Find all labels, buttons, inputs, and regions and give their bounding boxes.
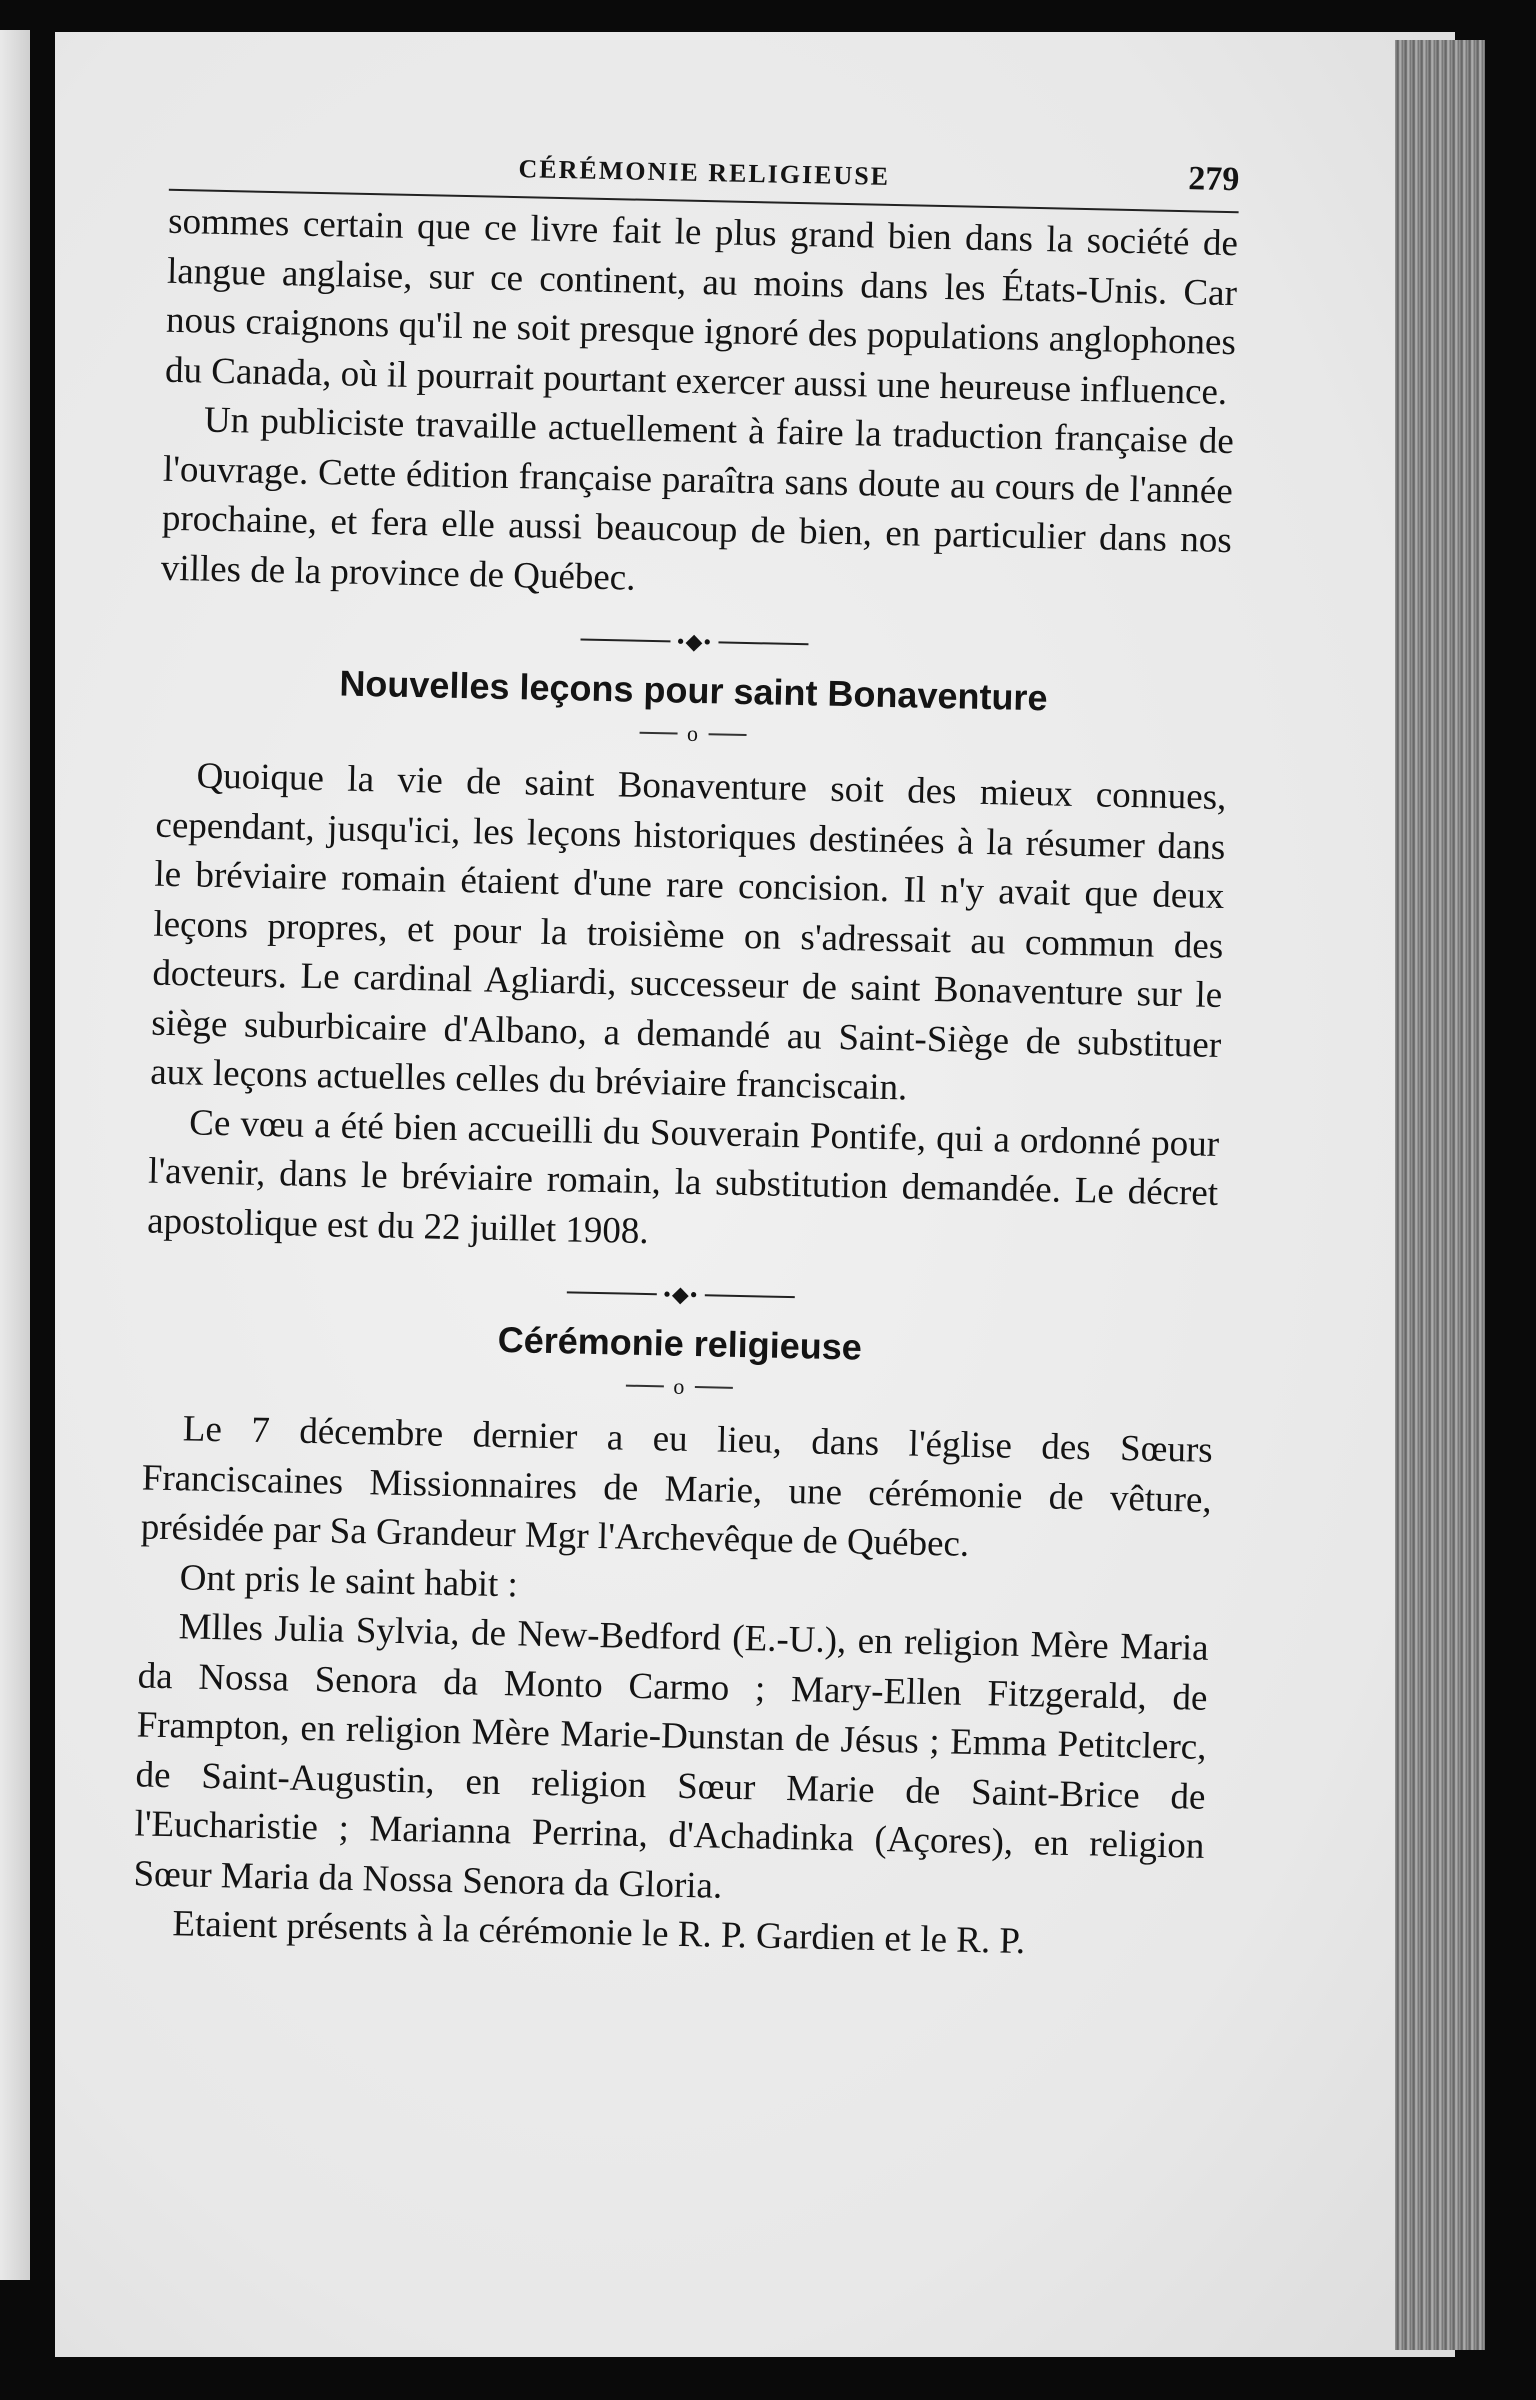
paragraph: Ce vœu a été bien accueilli du Souverain Pontife, qui a ordonné pour l'avenir, dans le bréviaire romain, la substitution demandée. Le décret apostolique est du 22 juillet 1908. [146, 1101, 1220, 1252]
separator-ornament: o [673, 1373, 685, 1399]
section-heading: Nouvelles leçons pour saint Bonaventure [339, 662, 1048, 719]
page-stack-edge [1395, 40, 1485, 2350]
running-head-title: CÉRÉMONIE RELIGIEUSE [518, 154, 891, 191]
page-number: 279 [1187, 160, 1240, 199]
previous-page-edge [0, 30, 30, 2280]
text-block [129, 129, 1240, 2101]
paragraph: sommes certain que ce livre fait le plus grand bien dans la société de langue anglaise, sur ce continent, au moins dans les États-Unis. Car nous craignons qu'il ne soit presque ignoré des populations anglophones du Canada, où il pourrait pourtant exercer aussi une heureuse influence. [164, 200, 1239, 413]
paragraph: Mlles Julia Sylvia, de New-Bedford (E.-U.), en religion Mère Maria da Nossa Senora da Monto Carmo ; Mary-Ellen Fitzgerald, de Frampton, en religion Mère Marie-Dunstan de Jésus ; Emma Petitclerc, de Saint-Augustin, en religion Sœur Marie de Saint-Brice de l'Eucharistie ; Marianna Perrina, d'Achadinka (Açores), en religion Sœur Maria da Nossa Senora da Gloria. [133, 1606, 1209, 1907]
paragraph: Ont pris le saint habit : [179, 1556, 519, 1605]
paragraph: Un publiciste travaille actuellement à faire la traduction française de l'ouvrage. Cette édition française paraîtra sans doute au cours de l'année prochaine, et fera elle aussi beaucoup de bien, en particulier dans nos villes de la province de Québec. [160, 399, 1235, 599]
paragraph: Etaient présents à la cérémonie le R. P. Gardien et le R. P. [172, 1903, 1026, 1963]
paragraph: Quoique la vie de saint Bonaventure soit des mieux connues, cependant, jusqu'ici, les leçons historiques destinées à la résumer dans le bréviaire romain étaient d'une rare concision. Il n'y avait que deux leçons propres, et pour la troisième on s'adressait au commun des docteurs. Le cardinal Agliardi, successeur de saint Bonaventure sur le siège suburbicaire d'Albano, a demandé au Saint-Siège de substituer aux leçons actuelles celles du bréviaire franciscain. [149, 755, 1227, 1109]
divider-ornament: •◆• [662, 1281, 699, 1308]
paragraph: Le 7 décembre dernier a eu lieu, dans l'église des Sœurs Franciscaines Missionnaires de Marie, une cérémonie de vêture, présidée par Sa Grandeur Mgr l'Archevêque de Québec. [140, 1408, 1214, 1565]
divider-ornament: •◆• [676, 628, 713, 655]
section-heading: Cérémonie religieuse [497, 1318, 863, 1368]
separator-ornament: o [686, 720, 699, 746]
